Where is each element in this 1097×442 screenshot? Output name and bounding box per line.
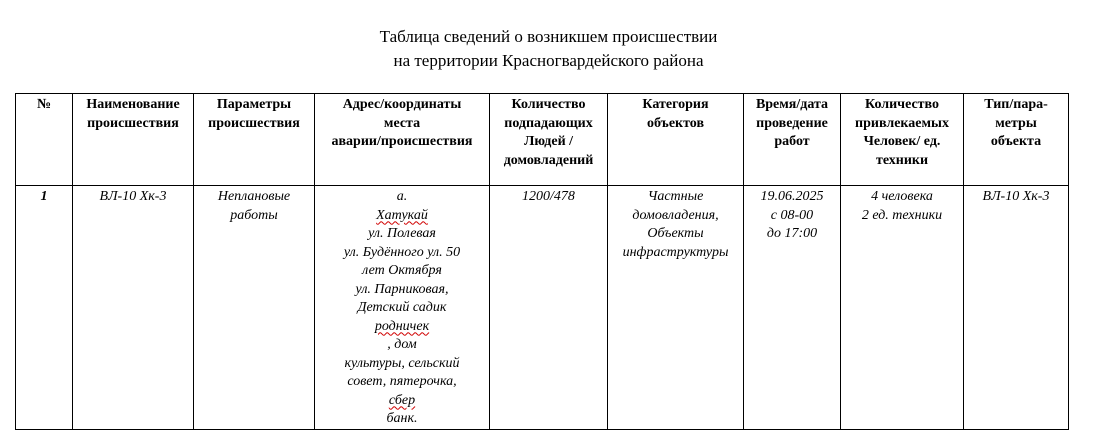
header-resources: Количество привлекаемых Человек/ ед. техники	[841, 94, 964, 186]
address-line: а. Хатукай	[318, 188, 486, 225]
header-number: №	[16, 94, 73, 186]
cell-incident-name: ВЛ-10 Хк-3	[73, 186, 194, 430]
cell-object-type: ВЛ-10 Хк-3	[964, 186, 1069, 430]
header-row	[16, 94, 1069, 186]
address-line: совет, пятерочка, сбер	[318, 373, 486, 410]
header-incident-name: Наименование происшествия	[73, 94, 194, 186]
address-line: ул. Парниковая,	[355, 281, 449, 297]
address-line: Детский садик	[357, 300, 447, 315]
table-row	[16, 186, 1069, 430]
spelling-flag: сбер	[388, 392, 416, 408]
title-line-2: на территории Красногвардейского района	[393, 51, 704, 70]
cell-object-category: Частные домовладения, Объекты инфраструктуры	[608, 186, 744, 430]
header-address: Адрес/координаты места аварии/происшествия	[315, 94, 490, 186]
cell-work-datetime: 19.06.2025 с 08-00 до 17:00	[744, 186, 841, 430]
address-line: родничек , дом	[318, 318, 486, 355]
cell-address	[315, 186, 490, 430]
title-line-1: Таблица сведений о возникшем происшествии	[379, 27, 718, 46]
cell-number: 1	[16, 186, 73, 430]
header-work-datetime: Время/дата проведение работ	[744, 94, 841, 186]
spelling-flag: родничек	[374, 318, 430, 334]
address-line: ул. Будённого ул. 50	[343, 244, 461, 260]
header-incident-params: Параметры происшествия	[194, 94, 315, 186]
cell-resources: 4 человека 2 ед. техники	[841, 186, 964, 430]
address-line: ул. Полевая	[368, 226, 436, 241]
address-line: банк.	[386, 411, 418, 426]
header-object-category: Категория объектов	[608, 94, 744, 186]
address-line: культуры, сельский	[344, 355, 460, 371]
address-line: лет Октября	[362, 263, 442, 278]
header-affected-count: Количество подпадающих Людей / домовладений	[490, 94, 608, 186]
document-title	[0, 25, 1097, 73]
header-object-type: Тип/пара- метры объекта	[964, 94, 1069, 186]
spelling-flag: Хатукай	[376, 207, 428, 223]
incident-table	[15, 93, 1069, 430]
cell-affected-count: 1200/478	[490, 186, 608, 430]
cell-incident-params: Неплановые работы	[194, 186, 315, 430]
